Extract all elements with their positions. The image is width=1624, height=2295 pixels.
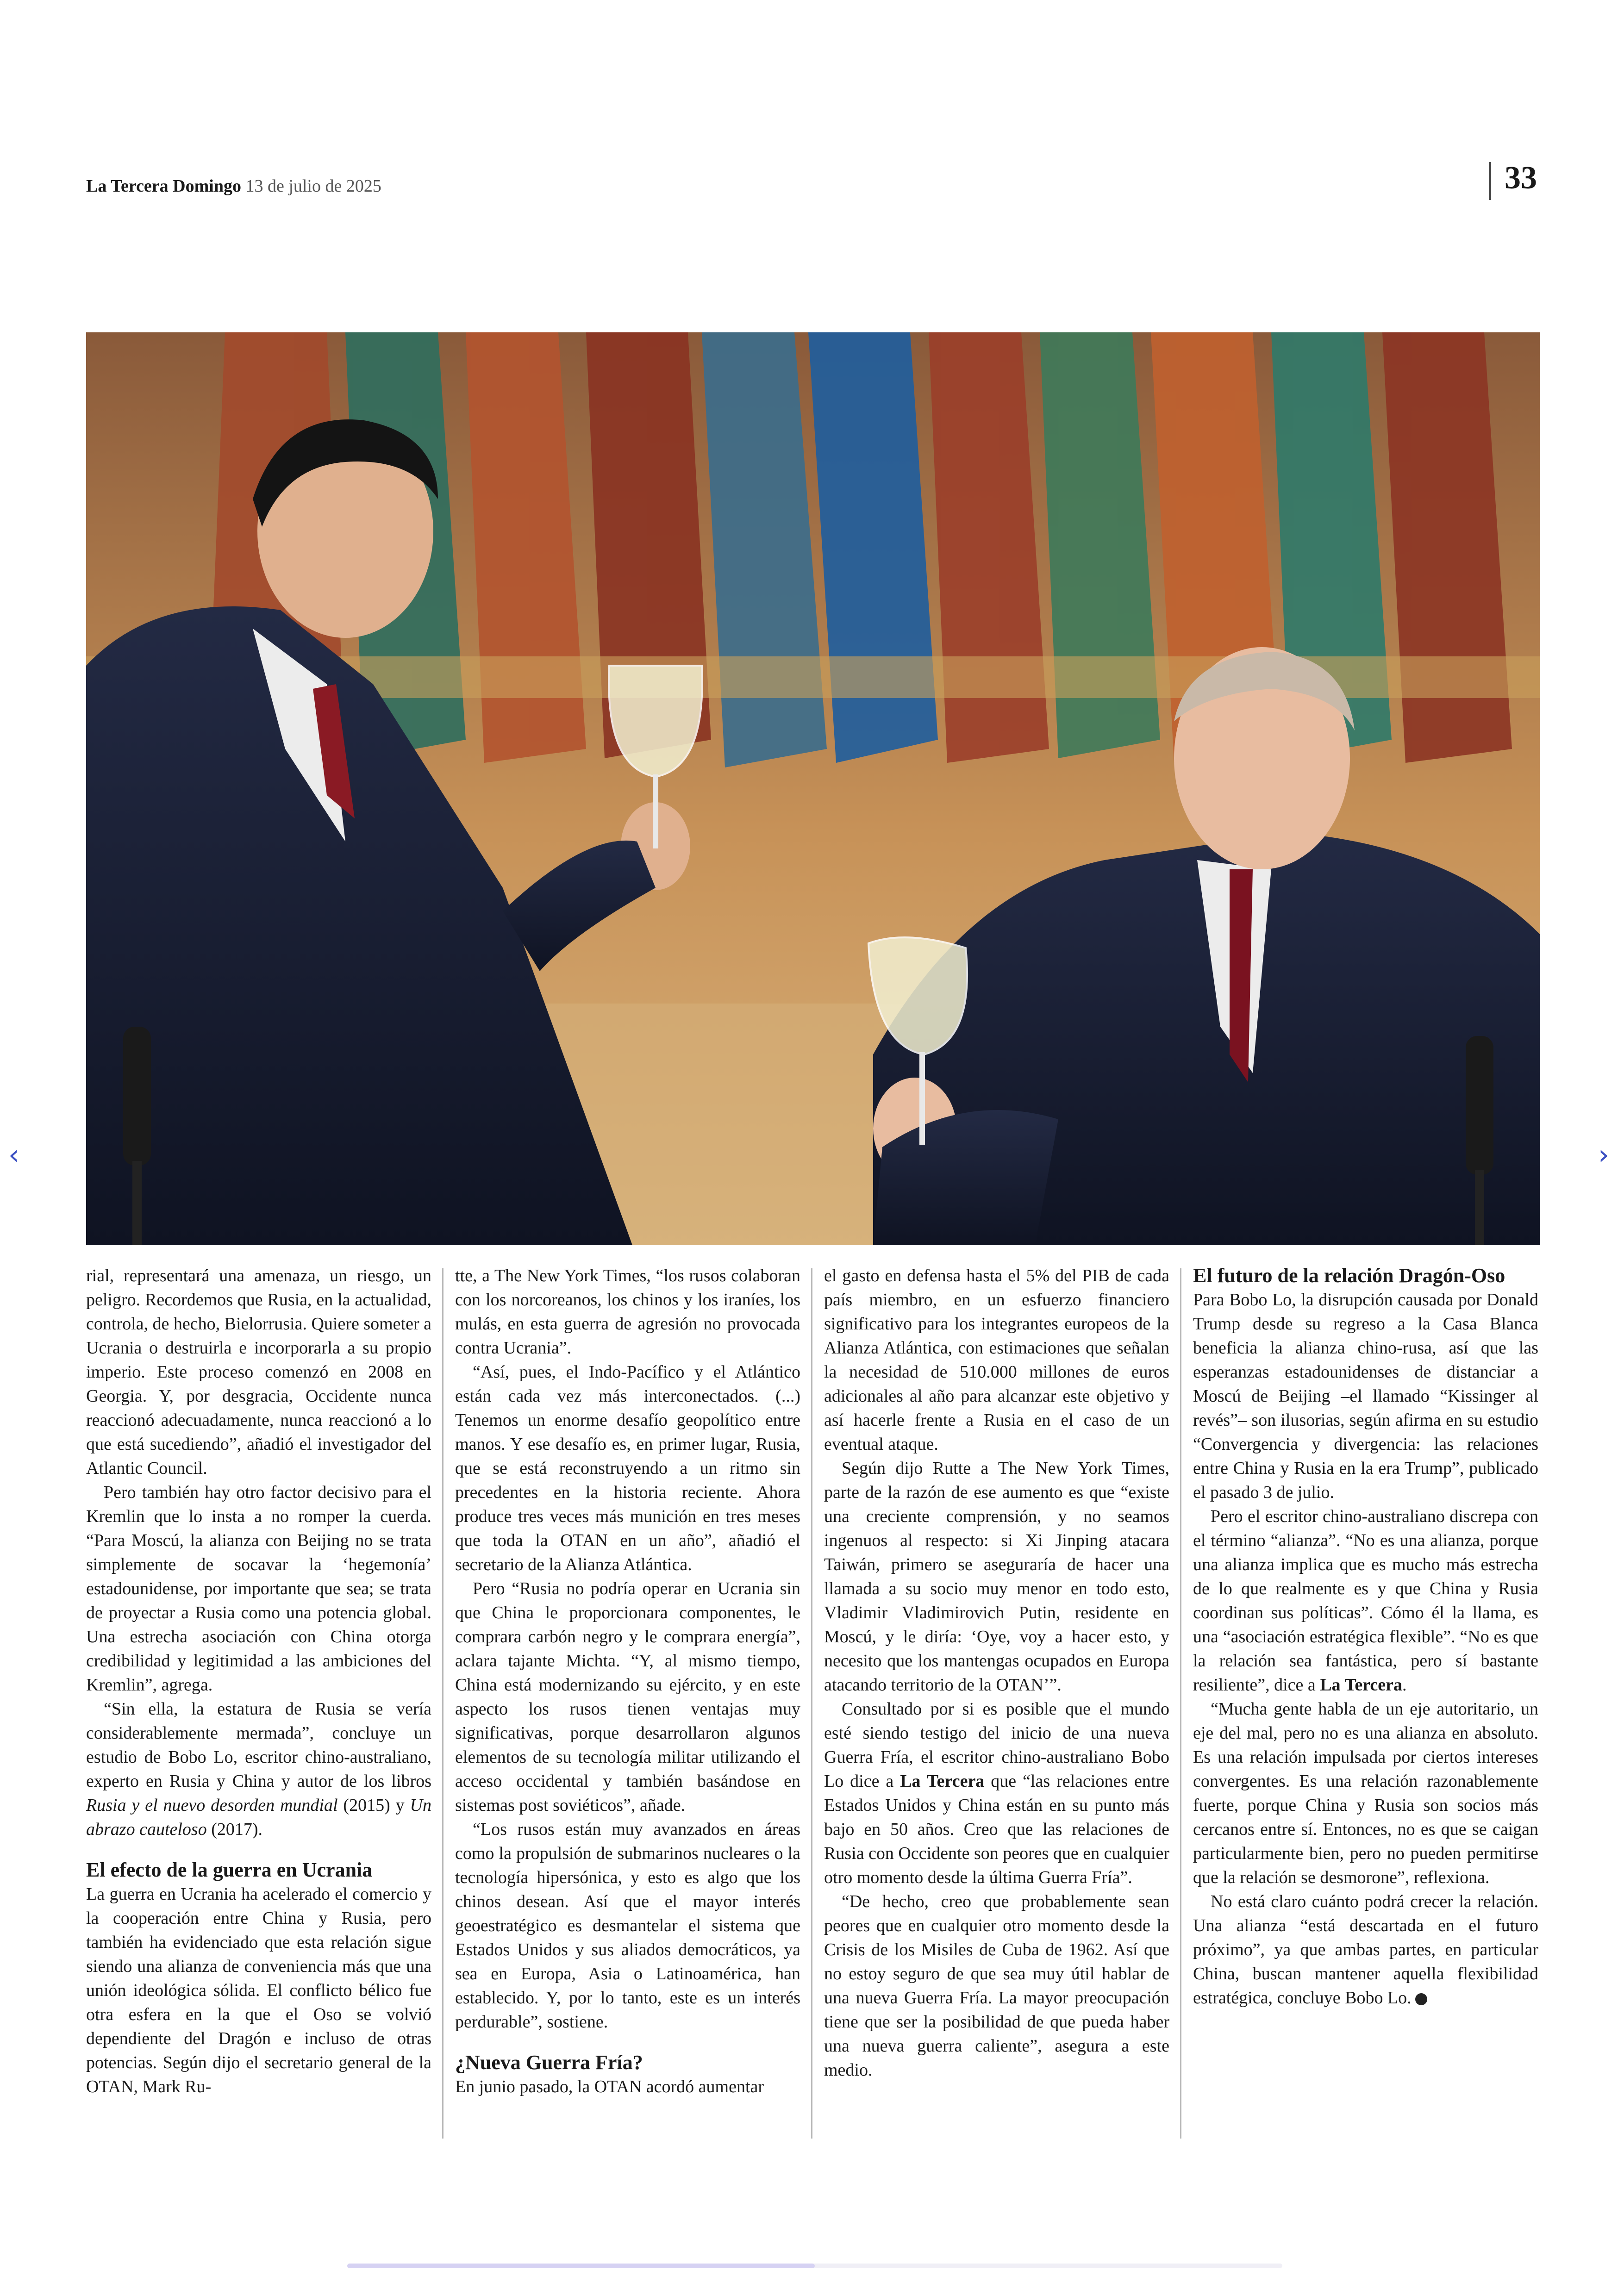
photo-illustration: [86, 332, 1540, 1245]
paragraph: “De hecho, creo que probablemente sean peores que en cualquier otro momento desde la Crisis de los Misiles de Cuba de 1962. Así que no estoy seguro de que sea muy útil hablar de una nueva Guerra Fría. La mayor preocupación tiene que ser la posibilidad de que pueda haber una nueva guerra caliente”, asegura a este medio.: [824, 1892, 1169, 2080]
book-title: Un abrazo cauteloso: [86, 1796, 431, 1839]
paragraph: Pero “Rusia no podría operar en Ucrania sin que China le proporcionara componentes, le comprara carbón negro y le comprara energía”, aclara tajante Michta. “Y, al mismo tiempo, China está modernizando su ejército, y en este aspecto los rusos tienen ventajas muy significativas, porque desarrollaron algunos elementos de su tecnología militar utilizando el acceso occidental y también basándose en sistemas post soviéticos”, añade.: [455, 1579, 800, 1815]
article-column-1: [86, 1264, 431, 2099]
paragraph: “Mucha gente habla de un eje autoritario, un eje del mal, pero no es una alianza en absoluto. Es una relación impulsada por ciertos intereses convergentes. Es una relación razonablemente fuerte, porque China y Rusia son socios más cercanos entre sí. Entonces, no es que se caigan particularmente bien, pero no pueden permitirse que la relación se desmorone”, reflexiona.: [1193, 1699, 1538, 1887]
brand-name: La Tercera: [1320, 1675, 1402, 1695]
article-column-2: [455, 1264, 800, 2099]
publication-date: 13 de julio de 2025: [245, 176, 381, 196]
end-of-article-icon: [1415, 1993, 1427, 2005]
paragraph: Consultado por si es posible que el mundo esté siendo testigo del inicio de una nueva Guerra Fría, el escritor chino-australiano Bobo Lo dice a La Tercera que “las relaciones entre Estados Unidos y China están en su punto más bajo en 50 años. Creo que las relaciones de Rusia con Occidente son peores que en cualquier otro momento desde la última Guerra Fría”.: [824, 1699, 1170, 1887]
paragraph: La guerra en Ucrania ha acelerado el comercio y la cooperación entre China y Rusia, pero también ha evidenciado que esta relación sigue siendo una alianza de conveniencia más que una unión ideológica sólida. El conflicto bélico fue otra esfera en la que el Oso se volvió dependiente del Dragón e incluso de otras potencias. Según dijo el secretario general de la OTAN, Mark Ru-: [86, 1884, 431, 2096]
page-header: [86, 176, 381, 196]
paragraph: el gasto en defensa hasta el 5% del PIB de cada país miembro, en un esfuerzo financiero significativo para los integrantes europeos de la Alianza Atlántica, con estimaciones que señalan la necesidad de 510.000 millones de euros adicionales al año para alcanzar este objetivo y así hacerle frente a Rusia en el caso de un eventual ataque.: [824, 1266, 1169, 1454]
paragraph: Según dijo Rutte a The New York Times, parte de la razón de ese aumento es que “existe una creciente comprensión, y no seamos ingenuos al respecto: si Xi Jinping atacara Taiwán, primero se aseguraría de hacer una llamada a su socio muy menor en todo esto, Vladimir Vladimirovich Putin, residente en Moscú, y le diría: ‘Oye, voy a hacer esto, y necesito que los mantengas ocupados en Europa atacando territorio de la OTAN’”.: [824, 1459, 1169, 1695]
page-number-divider: [1489, 162, 1491, 200]
article-column-4: [1193, 1264, 1538, 2010]
paragraph: “Sin ella, la estatura de Rusia se vería considerablemente mermada”, concluye un estudio de Bobo Lo, escritor chino-australiano, experto en Rusia y China y autor de los libros Rusia y el nuevo desorden mundial (2015) y Un abrazo cauteloso (2017).: [86, 1699, 431, 1839]
section-heading: El futuro de la relación Dragón-Oso: [1193, 1264, 1505, 1287]
paragraph: “Así, pues, el Indo-Pacífico y el Atlántico están cada vez más interconectados. (...) Tenemos un enorme desafío geopolítico entre manos. Y ese desafío es, en primer lugar, Rusia, que se está reconstruyendo a un ritmo sin precedentes en la historia reciente. Ahora produce tres veces más munición en tres meses que toda la OTAN en un año”, añadió el secretario de la Alianza Atlántica.: [455, 1362, 800, 1574]
brand-name: La Tercera: [900, 1771, 985, 1791]
previous-page-button[interactable]: ‹: [8, 1139, 19, 1171]
column-divider: [811, 1268, 812, 2139]
book-title: Rusia y el nuevo desorden mundial: [86, 1796, 338, 1815]
paragraph: rial, representará una amenaza, un riesgo, un peligro. Recordemos que Rusia, en la actualidad, controla, de hecho, Bielorrusia. Quiere someter a Ucrania o destruirla e incorporarla a su propio imperio. Este proceso comenzó en 2008 en Georgia. Y, por desgracia, Occidente nunca reaccionó adecuadamente, nunca reaccionó a lo que está sucediendo”, añadió el investigador del Atlantic Council.: [86, 1266, 431, 1478]
next-page-button[interactable]: ›: [1598, 1139, 1609, 1171]
article-photo: [86, 332, 1540, 1245]
section-heading: El efecto de la guerra en Ucrania: [86, 1858, 373, 1881]
paragraph: Pero también hay otro factor decisivo para el Kremlin que lo insta a no romper la cuerda. “Para Moscú, la alianza con Beijing no se trata simplemente de socavar la ‘hegemonía’ estadounidense, por importante que sea; se trata de proyectar a Rusia como una potencia global. Una estrecha asociación con China otorga credibilidad y legitimidad a las ambiciones del Kremlin”, agrega.: [86, 1483, 431, 1695]
paragraph: Pero el escritor chino-australiano discrepa con el término “alianza”. “No es una alianza, porque una alianza implica que es mucho más estrecha de lo que realmente es y que China y Rusia coordinan sus políticas”. Cómo él la llama, es una “asociación estratégica flexible”. “No es que la relación sea fantástica, pero sí bastante resiliente”, dice a La Tercera.: [1193, 1507, 1538, 1695]
paragraph: “Los rusos están muy avanzados en áreas como la propulsión de submarinos nucleares o la tecnología hipersónica, y esto es algo que los chinos desean. Así que el mayor interés geoestratégico es desmantelar el sistema que Estados Unidos y sus aliados democráticos, ya sea en Europa, Asia o Latinoamérica, han establecido. Y, por lo tanto, este es un interés perdurable”, sostiene.: [455, 1820, 800, 2032]
publication-name: La Tercera Domingo: [86, 176, 241, 196]
paragraph: No está claro cuánto podrá crecer la relación. Una alianza “está descartada en el futuro próximo”, ya que ambas partes, en particular China, buscan mantener aquella flexibilidad estratégica, concluye Bobo Lo.: [1193, 1892, 1538, 2008]
paragraph: En junio pasado, la OTAN acordó aumentar: [455, 2077, 764, 2096]
article-column-3: [824, 1264, 1169, 2082]
page-scroll-thumb[interactable]: [347, 2264, 815, 2268]
column-divider: [1180, 1268, 1181, 2139]
column-divider: [442, 1268, 443, 2139]
page-number: 33: [1505, 160, 1537, 196]
section-heading: ¿Nueva Guerra Fría?: [455, 2051, 643, 2074]
paragraph: Para Bobo Lo, la disrupción causada por Donald Trump desde su regreso a la Casa Blanca beneficia la alianza chino-rusa, así que las esperanzas estadounidenses de distanciar a Moscú de Beijing –el llamado “Kissinger al revés”– son ilusorias, según afirma en su estudio “Convergencia y divergencia: las relaciones entre China y Rusia en la era Trump”, publicado el pasado 3 de julio.: [1193, 1290, 1538, 1502]
paragraph: tte, a The New York Times, “los rusos colaboran con los norcoreanos, los chinos y los iraníes, los mulás, en esta guerra de agresión no provocada contra Ucrania”.: [455, 1266, 800, 1358]
